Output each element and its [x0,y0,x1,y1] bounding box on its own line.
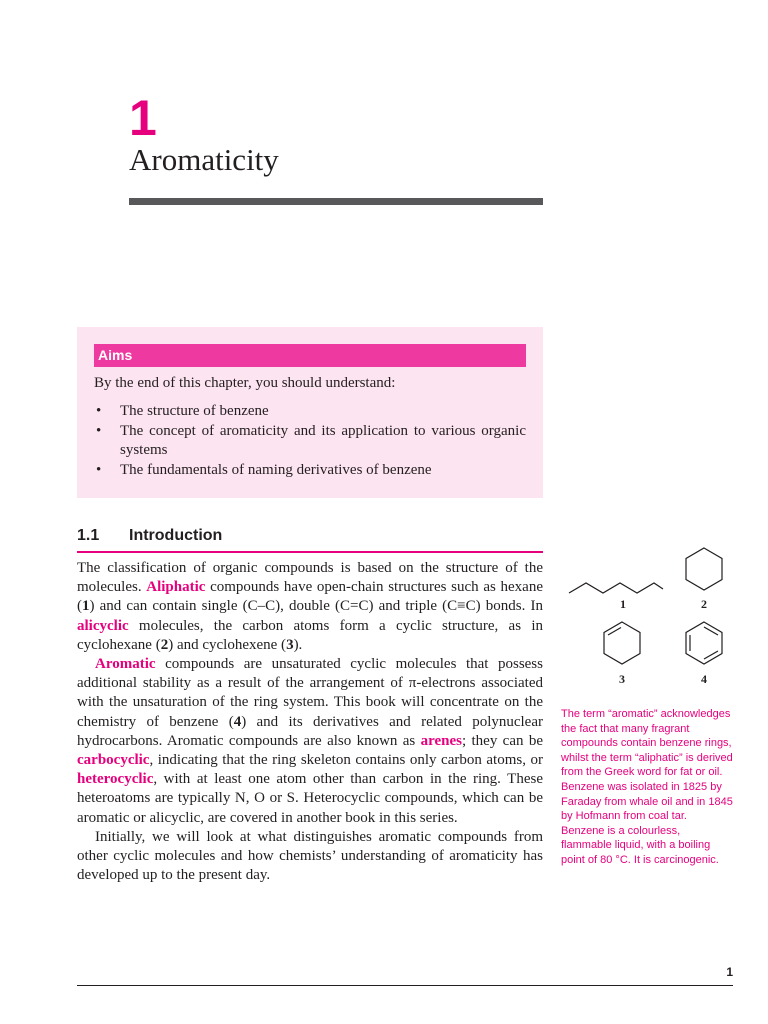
structure-label-3: 3 [619,672,625,686]
benzene-double-bond [704,627,718,635]
section-title: Introduction [129,527,223,544]
cyclohexene-structure [604,622,640,664]
text-run: molecules, the carbon atoms form a cyclic structure, as in cyclohexane ( [77,617,543,653]
aims-item: • The structure of benzene [94,402,526,422]
compound-ref: 1 [82,598,90,615]
cyclohexane-structure [686,548,722,590]
structures-drawing [560,540,750,690]
paragraph: Initially, we will look at what distinguishes aromatic compounds from other cyclic molecules and how chemists’ understanding of aromaticity has developed up to the present day. [77,828,543,884]
paragraph [77,655,543,828]
aims-heading: Aims [94,344,526,367]
text-run: ; they can be [461,732,543,749]
chapter-title-rule [129,198,543,205]
aims-item: • The concept of aromaticity and its application to various organic systems [94,422,526,461]
aims-box [77,327,543,498]
text-run: , with at least one atom other than carbon in the ring. These heteroatoms are typically N, O or S. Heterocyclic compounds, which can be aromatic or alicyclic, are covered in another book in this series. [77,771,543,826]
section-heading [77,525,543,547]
chapter-number: 1 [129,90,157,146]
text-run: The classification of organic compounds is based on the structure of the molecules. [77,560,543,596]
keyword-heterocyclic: heterocyclic [77,771,154,788]
structure-label-2: 2 [701,597,707,611]
structure-label-1: 1 [620,597,626,611]
keyword-aromatic: Aromatic [95,656,156,673]
structure-label-4: 4 [701,672,707,686]
text-run: ). [293,636,303,653]
text-run: compounds have open-chain structures such as hexane ( [77,579,543,615]
aims-intro: By the end of this chapter, you should understand: [94,375,396,391]
benzene-structure [686,622,722,664]
keyword-aliphatic: Aliphatic [146,579,206,596]
aims-item: • The fundamentals of naming derivatives of benzene [94,461,526,481]
text-run: ) and cyclohexene ( [168,636,287,653]
compound-ref: 2 [160,636,169,653]
margin-note: The term “aromatic” acknowledges the fact that many fragrant compounds contain benzene rings, whilst the term “aliphatic” is derived from the Greek word for fat or oil. Benzene was isolated in 1825 by Faraday from whale oil and in 1845 by Hofmann from coal tar. Benzene is a colourless, flammable liquid, with a boiling point of 80 °C. It is carcinogenic. [561,708,733,866]
structures-figure [560,540,750,690]
aims-list [94,402,526,480]
compound-ref: 4 [233,713,242,730]
body-text [77,559,543,885]
section-rule [77,551,543,553]
text-run: ) and its derivatives and related polynuclear hydrocarbons. Aromatic compounds are also known as [77,713,543,749]
text-run: , indicating that the ring skeleton contains only carbon atoms, or [149,752,543,769]
keyword-arenes: arenes [420,732,462,749]
chapter-title: Aromaticity [129,142,279,177]
paragraph [77,559,543,655]
page-number: 1 [726,965,733,979]
hexane-structure [569,583,663,593]
benzene-double-bond [704,651,718,659]
footer-rule [77,985,733,986]
text-run: ) and can contain single (C–C), double (C=C) and triple (C≡C) bonds. In [89,598,543,615]
section-number: 1.1 [77,527,100,544]
keyword-alicyclic: alicyclic [77,617,129,634]
compound-ref: 3 [286,636,294,653]
keyword-carbocyclic: carbocyclic [77,752,150,769]
text-run: compounds are unsaturated cyclic molecules that possess additional stability as a result of the arrangement of π-electrons associated with the unsaturation of the ring system. This book will concentrate on the chemistry of benzene ( [77,656,543,730]
